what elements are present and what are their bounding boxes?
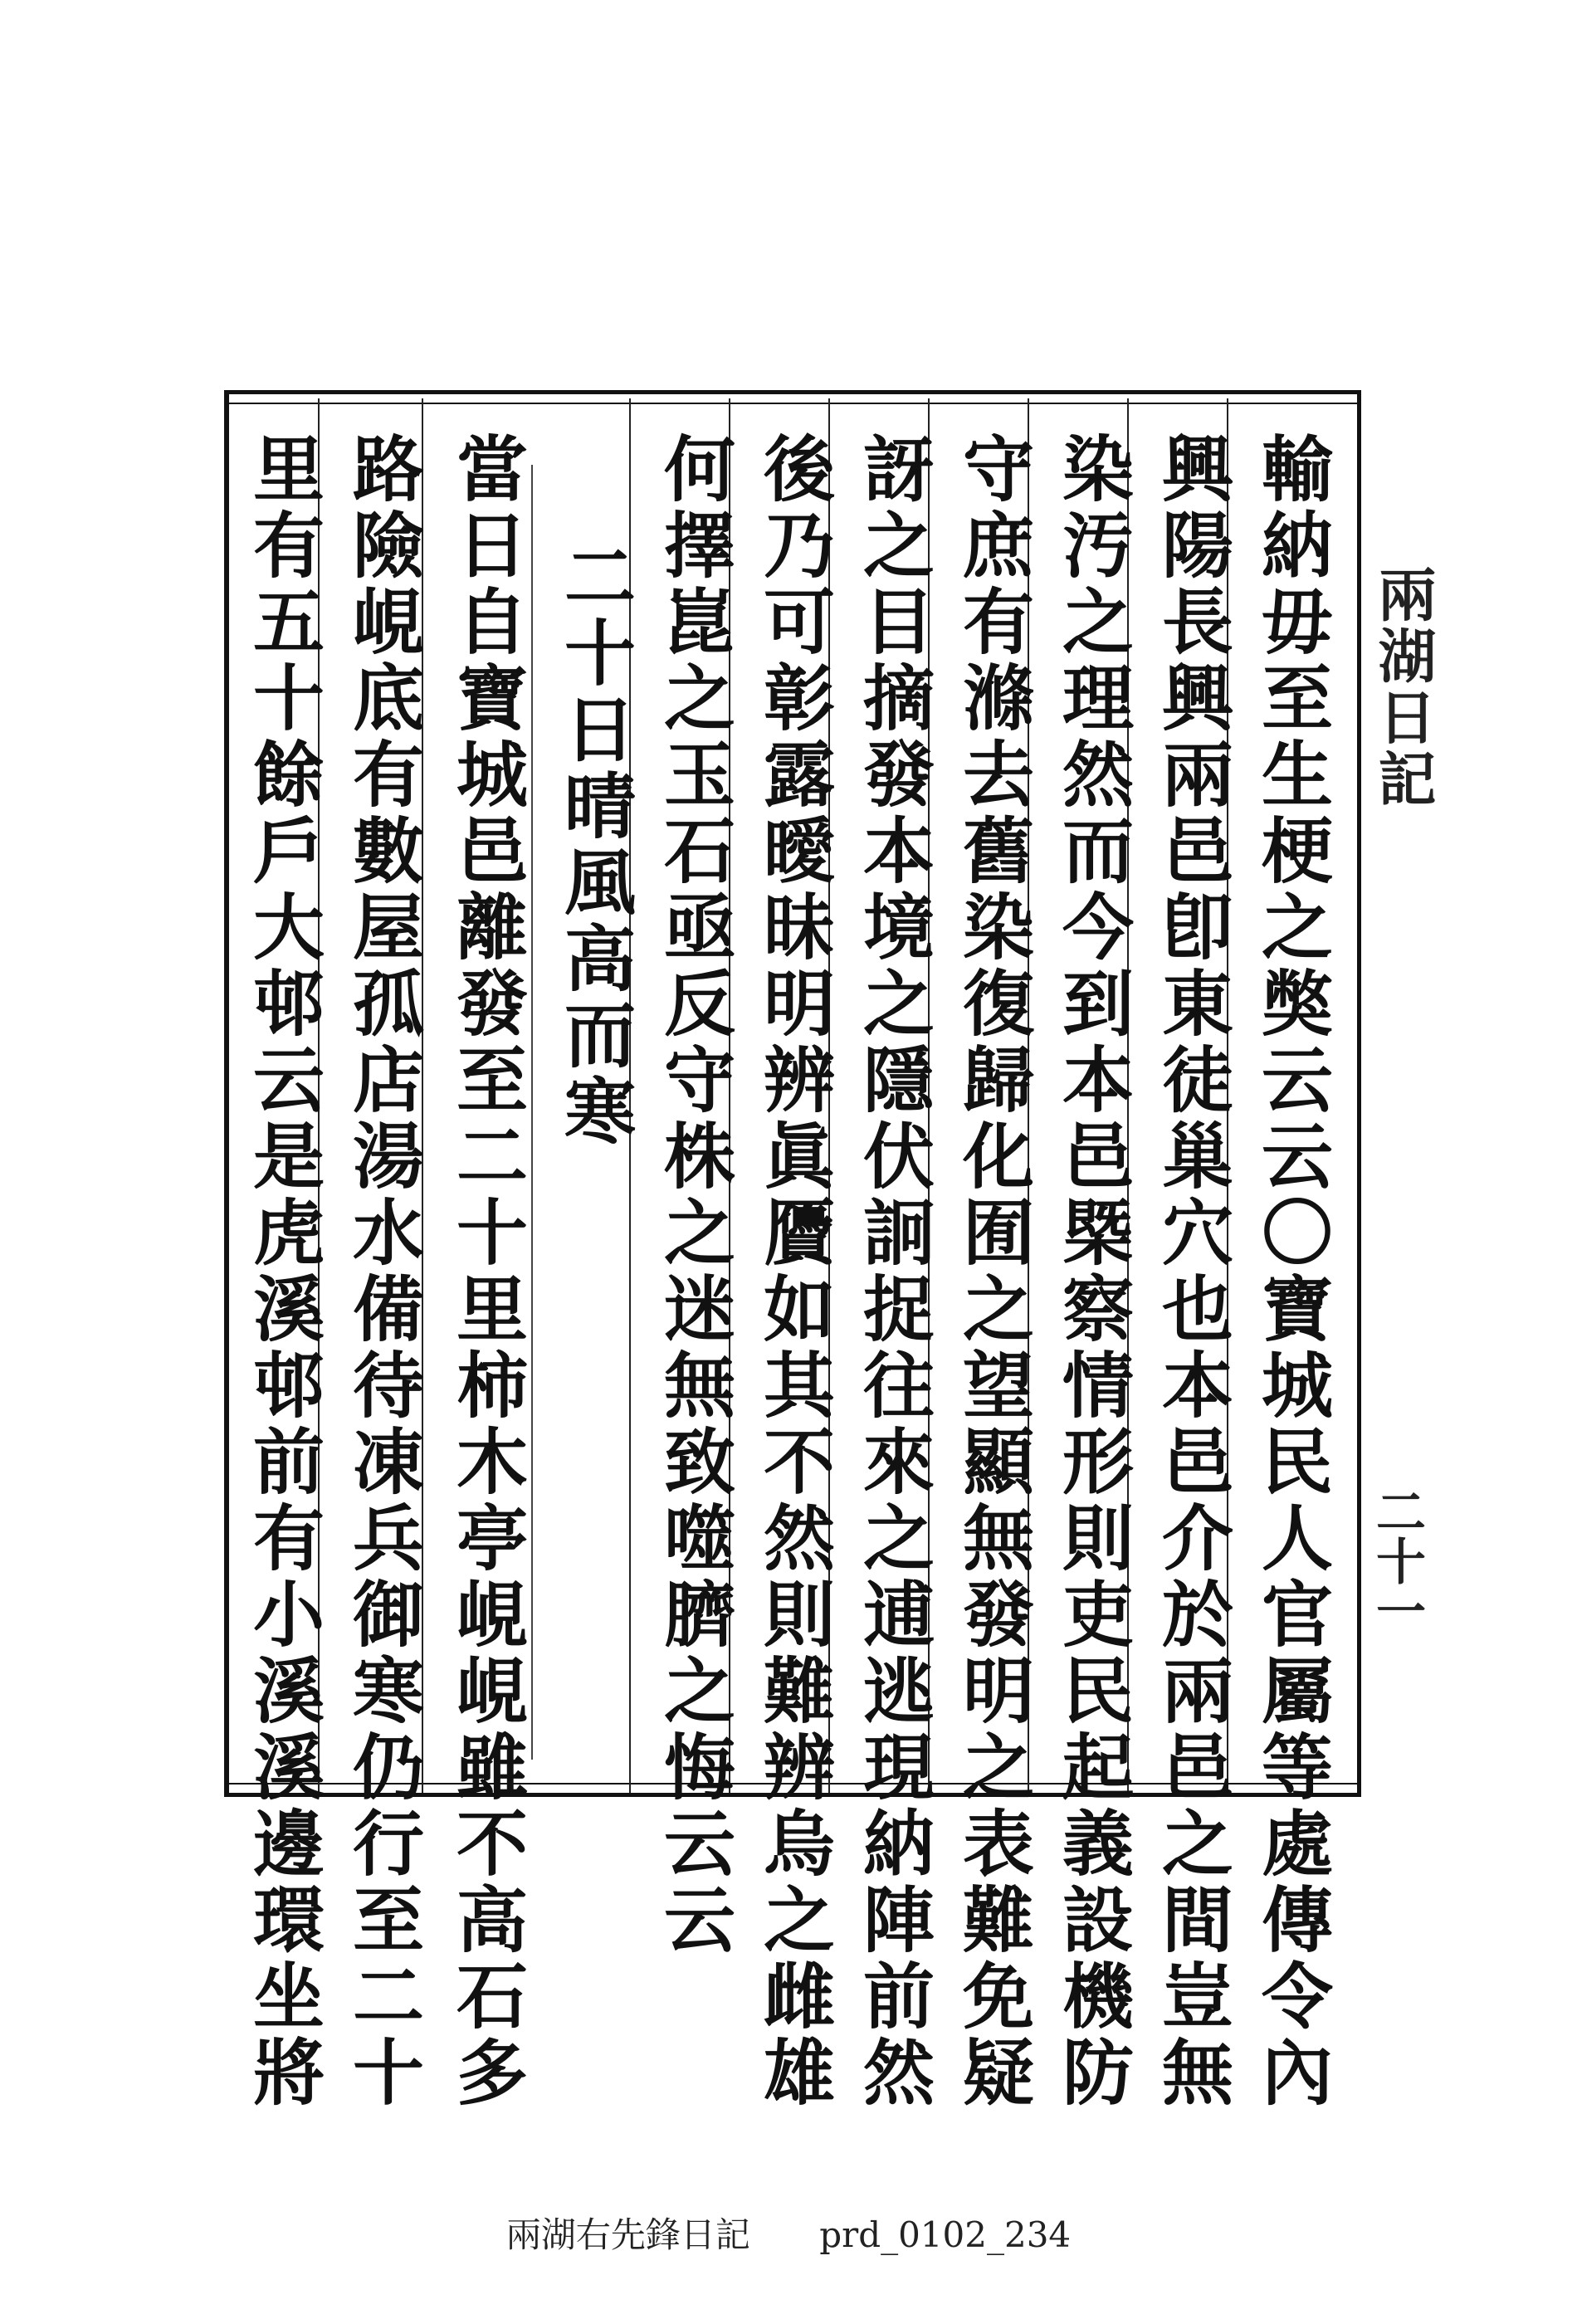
footer-title: 兩湖右先鋒日記 <box>505 2214 750 2255</box>
text-column-5: 訝之目摘發本境之隱伏詗捉往來之逋逃現納陣前然 <box>851 432 935 2112</box>
text-column-10: 路險峴底有數屋孤店湯水備待凍兵御寒仍行至二十 <box>340 432 424 2112</box>
text-column-11: 里有五十餘戶大邨云是虎溪邨前有小溪溪邊環坐將 <box>241 432 325 2112</box>
text-column-9: 當日自寶城邑離發至二十里柿木亭峴峴雖不高石多 <box>444 432 528 2112</box>
text-column-7: 何擇崑之玉石亟反守株之迷無致噬臍之悔云云 <box>652 432 735 1959</box>
text-column-3: 染汚之理然而今到本邑槩察情形則吏民起義設機防 <box>1050 432 1134 2112</box>
text-column-6: 後乃可彰露曖昧明辨眞贗如其不然則難辨烏之雌雄 <box>751 432 835 2112</box>
text-column-2: 興陽長興兩邑卽東徒巢穴也本邑介於兩邑之間豈無 <box>1150 432 1233 2112</box>
date-entry-heading: 二十日晴風高而寒 <box>552 540 636 1150</box>
footer-caption <box>0 2208 1577 2258</box>
text-column-4: 守庶有滌去舊染復歸化囿之望顯無發明之表難免疑 <box>950 432 1034 2112</box>
top-double-rule <box>229 403 1357 404</box>
column-divider <box>531 465 533 1760</box>
footer-code: prd_0102_234 <box>819 2214 1072 2255</box>
margin-title: 兩湖日記 <box>1369 564 1438 810</box>
margin-page-number: 二十一 <box>1368 1486 1426 1635</box>
text-column-1: 輸納毋至生梗之獘云云〇寶城民人官屬等處傳令內 <box>1249 432 1333 2112</box>
